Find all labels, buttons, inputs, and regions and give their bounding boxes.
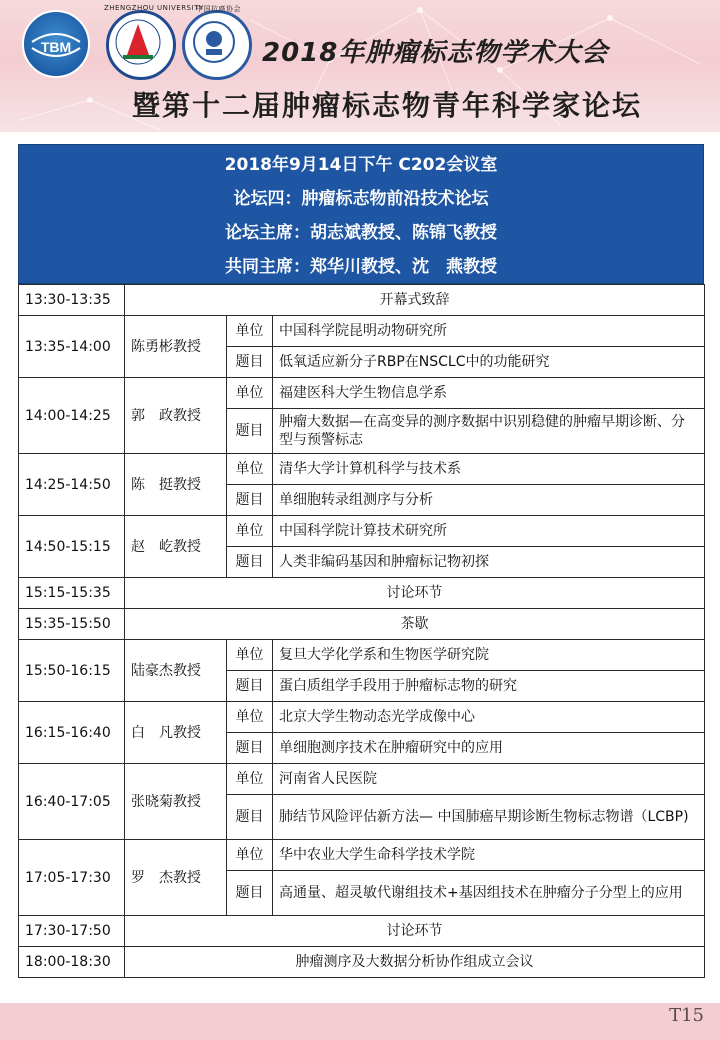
break-row: [19, 609, 705, 640]
talk-topic: 蛋白质组学手段用于肿瘤标志物的研究: [273, 671, 705, 702]
speaker-unit: 华中农业大学生命科学技术学院: [273, 840, 705, 871]
caca-logo-caption: 中国抗癌协会: [196, 5, 241, 13]
break-row: [19, 916, 705, 947]
time-cell: 16:40-17:05: [19, 764, 125, 840]
agenda-item: 讨论环节: [125, 916, 705, 947]
speaker-unit: 河南省人民医院: [273, 764, 705, 795]
speaker-name: 张晓菊教授: [125, 764, 227, 840]
schedule-table: [18, 284, 705, 978]
conference-title: 2018年肿瘤标志物学术大会: [262, 38, 609, 68]
topic-label: 题目: [227, 485, 273, 516]
time-cell: 15:35-15:50: [19, 609, 125, 640]
speaker-unit: 福建医科大学生物信息学系: [273, 378, 705, 409]
talk-row: [19, 764, 705, 795]
talk-topic: 人类非编码基因和肿瘤标记物初探: [273, 547, 705, 578]
speaker-unit: 中国科学院昆明动物研究所: [273, 316, 705, 347]
footer-band: [0, 1003, 720, 1040]
unit-label: 单位: [227, 516, 273, 547]
talk-row: [19, 702, 705, 733]
agenda-item: 讨论环节: [125, 578, 705, 609]
talk-row: [19, 316, 705, 347]
page-number: T15: [669, 1005, 704, 1026]
talk-topic: 肿瘤大数据—在高变异的测序数据中识别稳健的肿瘤早期诊断、分型与预警标志: [273, 409, 705, 454]
talk-topic: 单细胞测序技术在肿瘤研究中的应用: [273, 733, 705, 764]
time-cell: 15:15-15:35: [19, 578, 125, 609]
time-cell: 14:50-15:15: [19, 516, 125, 578]
opening-row: [19, 285, 705, 316]
unit-label: 单位: [227, 316, 273, 347]
unit-label: 单位: [227, 702, 273, 733]
topic-label: 题目: [227, 409, 273, 454]
time-cell: 13:35-14:00: [19, 316, 125, 378]
forum-subtitle: 暨第十二届肿瘤标志物青年科学家论坛: [132, 89, 643, 122]
unit-label: 单位: [227, 640, 273, 671]
talk-row: [19, 454, 705, 485]
speaker-name: 陈勇彬教授: [125, 316, 227, 378]
session-info-box: [18, 144, 704, 284]
unit-label: 单位: [227, 764, 273, 795]
time-cell: 15:50-16:15: [19, 640, 125, 702]
topic-label: 题目: [227, 795, 273, 840]
time-cell: 18:00-18:30: [19, 947, 125, 978]
session-chairs: 论坛主席：胡志斌教授、陈锦飞教授: [225, 223, 497, 243]
speaker-unit: 清华大学计算机科学与技术系: [273, 454, 705, 485]
talk-row: [19, 640, 705, 671]
china-anti-cancer-association-logo: [182, 10, 252, 80]
time-cell: 16:15-16:40: [19, 702, 125, 764]
talk-topic: 低氧适应新分子RBP在NSCLC中的功能研究: [273, 347, 705, 378]
tbm-logo-text: TBM: [40, 39, 72, 55]
topic-label: 题目: [227, 347, 273, 378]
break-row: [19, 578, 705, 609]
time-cell: 14:00-14:25: [19, 378, 125, 454]
tbm-logo: [22, 10, 90, 78]
closing-row: [19, 947, 705, 978]
speaker-unit: 中国科学院计算技术研究所: [273, 516, 705, 547]
agenda-item: 茶歇: [125, 609, 705, 640]
speaker-name: 郭 政教授: [125, 378, 227, 454]
talk-topic: 单细胞转录组测序与分析: [273, 485, 705, 516]
talk-row: [19, 378, 705, 409]
speaker-name: 赵 屹教授: [125, 516, 227, 578]
speaker-name: 罗 杰教授: [125, 840, 227, 916]
unit-label: 单位: [227, 840, 273, 871]
topic-label: 题目: [227, 547, 273, 578]
session-cochairs: 共同主席：郑华川教授、沈 燕教授: [225, 257, 497, 277]
session-datetime: 2018年9月14日下午 C202会议室: [224, 155, 498, 175]
time-cell: 13:30-13:35: [19, 285, 125, 316]
talk-row: [19, 516, 705, 547]
unit-label: 单位: [227, 378, 273, 409]
speaker-name: 陈 挺教授: [125, 454, 227, 516]
time-cell: 17:05-17:30: [19, 840, 125, 916]
topic-label: 题目: [227, 871, 273, 916]
speaker-unit: 北京大学生物动态光学成像中心: [273, 702, 705, 733]
talk-topic: 肺结节风险评估新方法— 中国肺癌早期诊断生物标志物谱（LCBP): [273, 795, 705, 840]
zhengzhou-university-logo: [106, 10, 176, 80]
agenda-item: 开幕式致辞: [125, 285, 705, 316]
talk-row: [19, 840, 705, 871]
zzu-logo-caption: ZHENGZHOU UNIVERSITY: [104, 4, 204, 12]
unit-label: 单位: [227, 454, 273, 485]
topic-label: 题目: [227, 733, 273, 764]
session-forum-name: 论坛四：肿瘤标志物前沿技术论坛: [233, 189, 489, 209]
agenda-item: 肿瘤测序及大数据分析协作组成立会议: [125, 947, 705, 978]
speaker-name: 陆豪杰教授: [125, 640, 227, 702]
time-cell: 14:25-14:50: [19, 454, 125, 516]
speaker-unit: 复旦大学化学系和生物医学研究院: [273, 640, 705, 671]
speaker-name: 白 凡教授: [125, 702, 227, 764]
topic-label: 题目: [227, 671, 273, 702]
time-cell: 17:30-17:50: [19, 916, 125, 947]
talk-topic: 高通量、超灵敏代谢组技术+基因组技术在肿瘤分子分型上的应用: [273, 871, 705, 916]
header-banner: [0, 0, 720, 132]
